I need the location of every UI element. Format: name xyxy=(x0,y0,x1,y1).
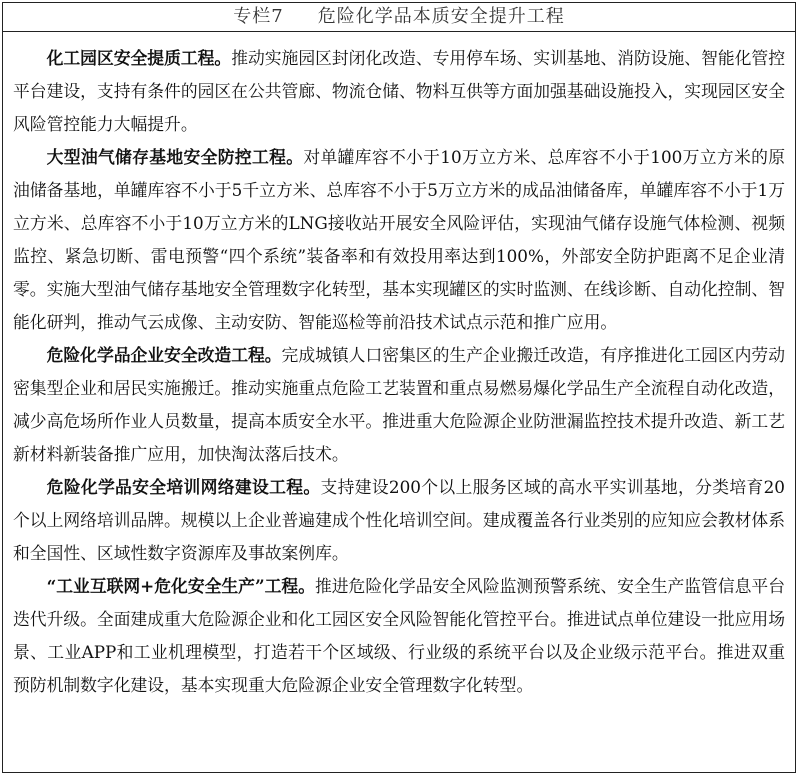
column-number: 专栏7 xyxy=(233,6,284,27)
column-box xyxy=(2,2,796,773)
section-paragraph xyxy=(13,339,785,471)
section-body: 完成城镇人口密集区的生产企业搬迁改造，有序推进化工园区内劳动密集型企业和居民实施搬迁。推动实施重点危险工艺装置和重点易燃易爆化学品生产全流程自动化改造，减少高危场所作业人员数量，提高本质安全水平。推进重大危险源企业防泄漏监控技术提升改造、新工艺新材料新装备推广应用，加快淘汰落后技术。 xyxy=(13,345,785,464)
section-body: 对单罐库容不小于10万立方米、总库容不小于100万立方米的原油储备基地，单罐库容不小于5千立方米、总库容不小于5万立方米的成品油储备库，单罐库容不小于1万立方米、总库容不小于10万立方米的LNG接收站开展安全风险评估，实现油气储存设施气体检测、视频监控、紧急切断、雷电预警“四个系统”装备率和有效投用率达到100%，外部安全防护距离不足企业清零。实施大型油气储存基地安全管理数字化转型，基本实现罐区的实时监测、在线诊断、自动化控制、智能化研判，推动气云成像、主动安防、智能巡检等前沿技术试点示范和推广应用。 xyxy=(13,147,785,332)
section-paragraph xyxy=(13,42,785,141)
column-content xyxy=(3,32,795,702)
column-header xyxy=(3,3,795,32)
section-heading: 危险化学品安全培训网络建设工程。 xyxy=(46,477,321,497)
section-heading: 大型油气储存基地安全防控工程。 xyxy=(46,147,304,167)
section-body: 支持建设200个以上服务区域的高水平实训基地，分类培育20个以上网络培训品牌。规模以上企业普遍建成个性化培训空间。建成覆盖各行业类别的应知应会教材体系和全国性、区域性数字资源库及事故案例库。 xyxy=(13,477,785,563)
section-paragraph xyxy=(13,141,785,339)
section-paragraph xyxy=(13,471,785,570)
column-title: 危险化学品本质安全提升工程 xyxy=(317,6,565,27)
section-paragraph xyxy=(13,570,785,702)
section-heading: 化工园区安全提质工程。 xyxy=(46,48,232,68)
section-body: 推进危险化学品安全风险监测预警系统、安全生产监管信息平台迭代升级。全面建成重大危险源企业和化工园区安全风险智能化管控平台。推进试点单位建设一批应用场景、工业APP和工业机理模型，打造若干个区域级、行业级的系统平台以及企业级示范平台。推进双重预防机制数字化建设，基本实现重大危险源企业安全管理数字化转型。 xyxy=(13,576,785,695)
section-heading: 危险化学品企业安全改造工程。 xyxy=(46,345,282,365)
section-body: 推动实施园区封闭化改造、专用停车场、实训基地、消防设施、智能化管控平台建设，支持有条件的园区在公共管廊、物流仓储、物料互供等方面加强基础设施投入，实现园区安全风险管控能力大幅提升。 xyxy=(13,48,785,134)
section-heading: “工业互联网+危化安全生产”工程。 xyxy=(46,576,315,596)
